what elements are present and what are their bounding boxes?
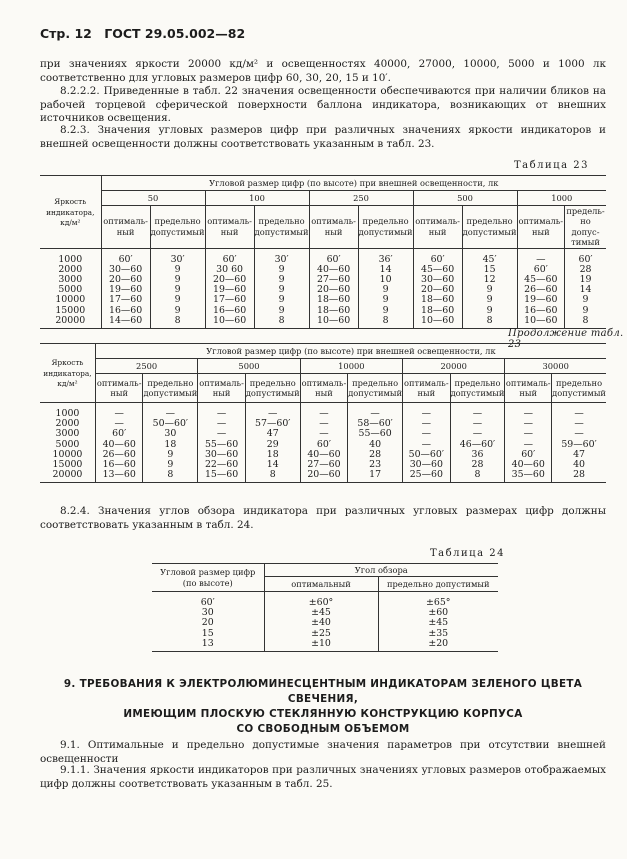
table-23c-lux-header: 5000 [198, 359, 300, 374]
table-23-continued-cell: — [450, 419, 505, 429]
table-23-continued-cell: — [198, 429, 246, 439]
paragraph-9-1: 9.1. Оптимальные и предельно допустимые значения параметров при отсутствии внешней освещенности [40, 739, 606, 765]
table-23-continued-cell: 15—60 [198, 470, 246, 483]
table-23-continued-cell: 22—60 [198, 460, 246, 470]
table-23-lux-header: 500 [413, 191, 517, 206]
table-24-cell: 20 [201, 617, 214, 629]
table-23-continued-body [40, 403, 606, 483]
table-23-cell: 2000 [58, 263, 83, 275]
table-24-row [152, 639, 498, 652]
table-23-cell: 15 [462, 265, 517, 275]
table-23c-col-lim: предельно допустимый [552, 374, 606, 403]
table-23-cell: 9 [254, 306, 309, 316]
table-23-col-opt: оптималь-ный [413, 206, 462, 249]
table-23-cell: 20—60 [413, 285, 462, 295]
table-23-continued-cell: 40—60 [95, 440, 143, 450]
table-23-continued-cell: — [403, 419, 451, 429]
table-23-continued-cell: 28 [348, 450, 403, 460]
table-23-cell: 14—60 [101, 316, 150, 329]
paragraph-8-2-2-2: 8.2.2.2. Приведенные в табл. 22 значения освещенности обеспечиваются при наличии бликов на рабочей торцевой сферической поверхности баллона индикатора, возникающих от внешних источников освещения. [40, 85, 606, 125]
table-23-cell: 19 [565, 275, 606, 285]
table-24-cell: ±45 [264, 608, 378, 618]
table-23-cont-caption: Продолжение табл. 23 [508, 328, 624, 350]
table-23c-col-opt: оптималь-ный [198, 374, 246, 403]
table-23-cell: 28 [565, 265, 606, 275]
table-23-continued-cell: 58—60′ [348, 419, 403, 429]
table-23-cell: 20—60 [205, 275, 254, 285]
table-23c-lux-header: 10000 [300, 359, 402, 374]
table-23-cell: 10—60 [205, 316, 254, 329]
table-23-col-opt: оптималь-ный [517, 206, 565, 249]
table-23-continued-cell: 28 [552, 470, 606, 483]
table-23c-group-header: Угловой размер цифр (по высоте) при внешней освещенности, лк [95, 344, 606, 359]
table-23-cell: 36′ [358, 248, 413, 265]
table-23-col-lim: предельно допустимый [150, 206, 205, 249]
table-23-cell: 16—60 [517, 306, 565, 316]
table-23c-col-opt: оптималь-ный [300, 374, 348, 403]
table-24-body [152, 592, 498, 652]
table-23-continued-cell: 13—60 [95, 470, 143, 483]
table-23-cell: 15000 [55, 304, 86, 316]
table-23-continued-cell: 8 [450, 470, 505, 483]
table-23-cell: 9 [150, 265, 205, 275]
table-23-cell: 10 [358, 275, 413, 285]
table-23-continued-cell: 60′ [300, 440, 348, 450]
paragraph-9-1-1: 9.1.1. Значения яркости индикаторов при различных значениях угловых размеров отображаемых цифр должны соответствовать указанным в табл. 25. [40, 764, 606, 790]
table-23-cell: 19—60 [205, 285, 254, 295]
table-23-continued-cell: — [505, 403, 552, 420]
table-23-continued-cell: 9 [143, 450, 198, 460]
table-23-cell: 20—60 [309, 285, 358, 295]
table-23-cell: 60′ [565, 248, 606, 265]
table-23-continued-cell: 35—60 [505, 470, 552, 483]
table-23-continued-cell: 57—60′ [245, 419, 300, 429]
table-23-continued-cell: 60′ [505, 450, 552, 460]
table-23-lux-header: 50 [101, 191, 205, 206]
table-23-continued-cell: 20000 [52, 469, 83, 481]
table-23-continued-cell: — [450, 429, 505, 439]
table-23-cell: 9 [254, 295, 309, 305]
table-23-continued-cell: — [348, 403, 403, 420]
table-24-cell: ±35 [378, 629, 498, 639]
table-23-continued-row [40, 470, 606, 483]
table-23-cell: 8 [565, 316, 606, 329]
table-23c-col-lim: предельно допустимый [143, 374, 198, 403]
table-23-continued-cell: 30—60 [198, 450, 246, 460]
table-23-continued-cell: 60′ [95, 429, 143, 439]
table-23-cell: 60′ [517, 265, 565, 275]
table-23-cell: 20—60 [101, 275, 150, 285]
table-23-lux-header: 100 [205, 191, 309, 206]
table-23c-lux-header: 30000 [505, 359, 606, 374]
table-23-continued-cell: 28 [450, 460, 505, 470]
table-23-body [40, 248, 606, 328]
table-23-cell: 9 [358, 306, 413, 316]
table-23c-col-opt: оптималь-ный [95, 374, 143, 403]
table-23-cell: 18—60 [413, 306, 462, 316]
table-23-cell: 18—60 [309, 295, 358, 305]
table-23-continued-cell: — [300, 419, 348, 429]
table-23-continued-cell: 36 [450, 450, 505, 460]
table-23-cell: 10—60 [413, 316, 462, 329]
table-23-continued-cell: 14 [245, 460, 300, 470]
table-23-continued-cell: 2000 [55, 418, 80, 430]
table-23-cell: 45—60 [517, 275, 565, 285]
table-23-continued-cell: — [505, 419, 552, 429]
table-23-row [40, 316, 606, 329]
table-23-continued-cell: 23 [348, 460, 403, 470]
table-23-cell: — [517, 248, 565, 265]
table-23-continued-cell: 20—60 [300, 470, 348, 483]
table-23c-col-lim: предельно допустимый [450, 374, 505, 403]
table-23-cell: 60′ [205, 248, 254, 265]
table-23-cell: 3000 [58, 274, 83, 286]
table-23c-lux-header: 2500 [95, 359, 197, 374]
table-23-continued-cell: — [95, 419, 143, 429]
table-23-continued-cell: 1000 [55, 408, 80, 419]
table-23-cell: 30′ [150, 248, 205, 265]
table-23-continued-cell: — [403, 429, 451, 439]
table-24-cell: ±40 [264, 618, 378, 628]
table-23-col-lim: предельно допустимый [358, 206, 413, 249]
table-23-continued-cell: — [552, 419, 606, 429]
table-23-cell: 10000 [55, 294, 86, 306]
table-23-continued-cell: 18 [245, 450, 300, 460]
table-23-cell: 9 [150, 306, 205, 316]
table-23-continued-cell: 55—60 [348, 429, 403, 439]
table-23-cell: 10—60 [517, 316, 565, 329]
table-23-continued-cell: 8 [245, 470, 300, 483]
table-23-col-opt: оптималь-ный [205, 206, 254, 249]
table-23-continued-cell: 40—60 [505, 460, 552, 470]
table-24-cell: ±25 [264, 629, 378, 639]
table-23-cell: 30′ [254, 248, 309, 265]
table-23-continued-cell: 40 [552, 460, 606, 470]
page-number: Стр. 12 [40, 26, 92, 41]
table-23-cell: 17—60 [205, 295, 254, 305]
table-23-cell: 60′ [101, 248, 150, 265]
table-23-cell: 9 [150, 275, 205, 285]
table-23-cell: 5000 [58, 284, 83, 296]
table-23-continued-cell: 46—60′ [450, 440, 505, 450]
table-23-lux-header: 1000 [517, 191, 606, 206]
table-23-continued-cell: — [403, 440, 451, 450]
table-23-continued-cell: 9 [143, 460, 198, 470]
table-23-continued-cell: 27—60 [300, 460, 348, 470]
table-23-cell: 9 [358, 285, 413, 295]
table-23c-col-opt: оптималь-ный [505, 374, 552, 403]
section-9-line: СО СВОБОДНЫМ ОБЪЕМОМ [236, 723, 410, 735]
table-23-continued-cell: — [198, 403, 246, 420]
table-23-cell: 14 [565, 285, 606, 295]
table-23-continued-cell: 55—60 [198, 440, 246, 450]
table-23c-col-opt: оптималь-ный [403, 374, 451, 403]
table-23-continued-cell: 8 [143, 470, 198, 483]
table-23-cell: 8 [254, 316, 309, 329]
section-9-line: ИМЕЮЩИМ ПЛОСКУЮ СТЕКЛЯННУЮ КОНСТРУКЦИЮ КОРПУСА [123, 708, 523, 720]
table-23-cell: 30—60 [101, 265, 150, 275]
table-23-continued-cell: 17 [348, 470, 403, 483]
table-23-cell: 18—60 [309, 306, 358, 316]
table-23-cell: 45′ [462, 248, 517, 265]
table-24-col-opt: оптимальный [264, 577, 378, 592]
table-23-cell: 18—60 [413, 295, 462, 305]
table-23-cell: 19—60 [101, 285, 150, 295]
table-23-continued-cell: — [198, 419, 246, 429]
table-24-caption: Таблица 24 [430, 548, 505, 559]
table-23-continued-cell: — [300, 429, 348, 439]
table-24-cell: ±60° [264, 592, 378, 609]
table-23-cell: 20000 [55, 314, 86, 326]
section-9-line: 9. ТРЕБОВАНИЯ К ЭЛЕКТРОЛЮМИНЕСЦЕНТНЫМ ИНДИКАТОРАМ ЗЕЛЕНОГО ЦВЕТА СВЕЧЕНИЯ, [63, 678, 583, 705]
table-23-caption: Таблица 23 [514, 160, 589, 171]
table-23-cell: 8 [358, 316, 413, 329]
table-23-cell: 26—60 [517, 285, 565, 295]
table-23-continued-cell: 10000 [52, 448, 83, 460]
table-23-continued-cell: — [505, 429, 552, 439]
table-23-cell: 9 [150, 285, 205, 295]
table-23-cell: 9 [150, 295, 205, 305]
table-23-col-lim: предельно допустимый [462, 206, 517, 249]
table-23-col-lim: предельно допустимый [254, 206, 309, 249]
table-23-continued [40, 343, 606, 483]
table-23 [40, 175, 606, 329]
table-23-cell: 9 [254, 275, 309, 285]
table-23-cell: 60′ [309, 248, 358, 265]
table-23-row [40, 248, 606, 265]
table-23-continued-cell: — [552, 429, 606, 439]
table-23-continued-cell: 40 [348, 440, 403, 450]
table-23-cell: 9 [565, 295, 606, 305]
table-24-col-lim: предельно допустимый [378, 577, 498, 592]
table-24-row [152, 592, 498, 609]
table-23-continued-cell: 59—60′ [552, 440, 606, 450]
table-23-continued-cell: 25—60 [403, 470, 451, 483]
table-23-continued-cell: 3000 [55, 428, 80, 440]
table-23-continued-cell: 16—60 [95, 460, 143, 470]
table-23-continued-row [40, 403, 606, 420]
table-24-cell: ±65° [378, 592, 498, 609]
table-23-continued-cell: 29 [245, 440, 300, 450]
table-23c-col-lim: предельно допустимый [245, 374, 300, 403]
table-24 [152, 563, 498, 652]
table-23-cell: 12 [462, 275, 517, 285]
table-23-continued-cell: — [143, 403, 198, 420]
paragraph-brightness: при значениях яркости 20000 кд/м² и освещенностях 40000, 27000, 10000, 5000 и 1000 лк соответственно для угловых размеров цифр 60, 30, 20, 15 и 10′. [40, 58, 606, 84]
table-23-continued-cell: 30 [143, 429, 198, 439]
table-24-cell: ±60 [378, 608, 498, 618]
table-23-cell: 10—60 [309, 316, 358, 329]
table-24-col-digit-size: Угловой размер цифр (по высоте) [152, 564, 264, 592]
table-24-cell: 60′ [200, 597, 215, 608]
table-23-continued-cell: — [552, 403, 606, 420]
table-23-continued-cell: 40—60 [300, 450, 348, 460]
standard-code: ГОСТ 29.05.002—82 [104, 26, 246, 41]
table-23-cell: 16—60 [101, 306, 150, 316]
table-23-cell: 19—60 [517, 295, 565, 305]
table-24-cell: ±45 [378, 618, 498, 628]
table-23-col-opt: оптималь-ный [309, 206, 358, 249]
table-23-row-header: Яркость индикатора, кд/м² [40, 176, 101, 249]
table-23-lux-header: 250 [309, 191, 413, 206]
table-23-cell: 8 [462, 316, 517, 329]
table-23-continued-cell: 30—60 [403, 460, 451, 470]
table-24-cell: 13 [201, 637, 214, 649]
table-23-continued-cell: 50—60′ [403, 450, 451, 460]
table-23-cell: 9 [254, 265, 309, 275]
table-23-cell: 16—60 [205, 306, 254, 316]
table-23-cell: 30 60 [205, 265, 254, 275]
table-23-continued-cell: 18 [143, 440, 198, 450]
table-24-cell: 30 [201, 607, 214, 619]
table-23-cell: 17—60 [101, 295, 150, 305]
table-23-continued-cell: 47 [245, 429, 300, 439]
table-24-group-header: Угол обзора [264, 564, 498, 577]
table-23-continued-cell: — [300, 403, 348, 420]
table-23c-lux-header: 20000 [403, 359, 505, 374]
paragraph-8-2-4: 8.2.4. Значения углов обзора индикатора при различных угловых размерах цифр должны соответствовать указанным в табл. 24. [40, 505, 606, 531]
table-23-continued-cell: — [245, 403, 300, 420]
table-23-continued-cell: — [403, 403, 451, 420]
table-23-continued-cell: 47 [552, 450, 606, 460]
section-9-heading [40, 677, 606, 737]
table-23-cell: 30—60 [413, 275, 462, 285]
table-23-cell: 9 [462, 285, 517, 295]
table-23-continued-cell: 26—60 [95, 450, 143, 460]
table-23-continued-cell: 15000 [52, 459, 83, 471]
table-23-cell: 60′ [413, 248, 462, 265]
table-23-cell: 40—60 [309, 265, 358, 275]
table-23-cell: 9 [565, 306, 606, 316]
table-23-cell: 9 [462, 295, 517, 305]
table-24-cell: ±10 [264, 639, 378, 652]
table-23-cell: 8 [150, 316, 205, 329]
table-23-col-lim: предель-но допус-тимый [566, 206, 605, 248]
table-23c-row-header: Яркость индикатора, кд/м² [40, 344, 95, 403]
table-23-col-opt: оптималь-ный [101, 206, 150, 249]
table-23-cell: 9 [358, 295, 413, 305]
paragraph-8-2-3: 8.2.3. Значения угловых размеров цифр при различных значениях яркости индикаторов и внешней освещенности должны соответствовать указанным в табл. 23. [40, 124, 606, 150]
table-23-cell: 9 [254, 285, 309, 295]
table-23-group-header: Угловой размер цифр (по высоте) при внешней освещенности, лк [101, 176, 606, 191]
table-23c-col-lim: предельно допустимый [348, 374, 403, 403]
table-24-cell: 15 [201, 627, 214, 639]
page-header [40, 26, 253, 41]
table-23-continued-cell: 50—60′ [143, 419, 198, 429]
table-23-cell: 9 [462, 306, 517, 316]
table-23-continued-cell: — [450, 403, 505, 420]
table-24-cell: ±20 [378, 639, 498, 652]
table-23-cell: 14 [358, 265, 413, 275]
table-23-cell: 1000 [58, 253, 83, 265]
table-23-continued-cell: — [505, 440, 552, 450]
table-23-cell: 27—60 [309, 275, 358, 285]
table-23-continued-cell: — [95, 403, 143, 420]
table-23-cell: 45—60 [413, 265, 462, 275]
table-23-continued-cell: 5000 [55, 438, 80, 450]
